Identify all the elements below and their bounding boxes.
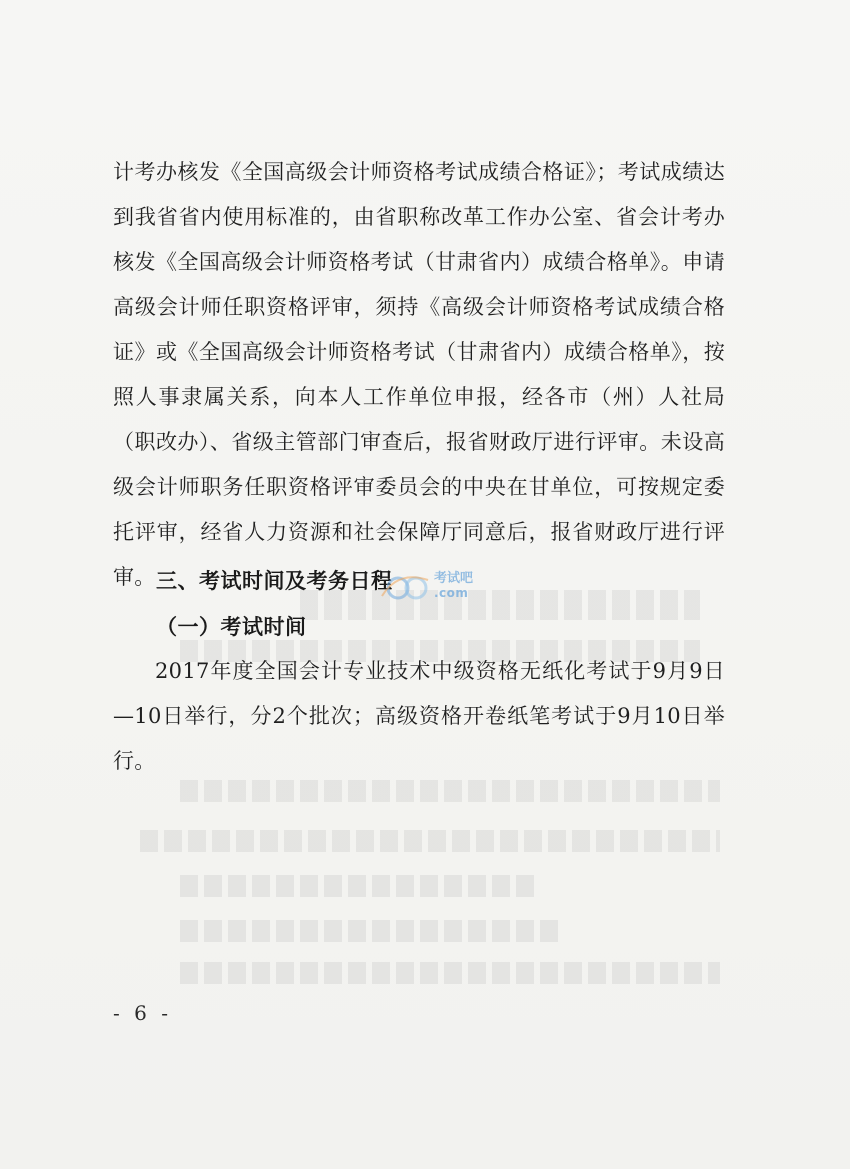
- subsection-heading: （一）考试时间: [156, 614, 307, 639]
- watermark-logo-sub: .com: [434, 586, 469, 600]
- watermark-logo-main: 考试吧: [434, 571, 474, 586]
- watermark-logo-text: [434, 572, 473, 600]
- continued-paragraph: [113, 150, 725, 600]
- exam-time-paragraph: [113, 649, 725, 784]
- paragraph-text: 2017年度全国会计专业技术中级资格无纸化考试于9月9日—10日举行，分2个批次；高级资格开卷纸笔考试于9月10日举行。: [113, 659, 725, 773]
- page-number: - 6 -: [113, 1001, 172, 1025]
- bleed-through-decoration: [180, 875, 540, 897]
- bleed-through-decoration: [180, 962, 720, 984]
- bleed-through-decoration: [140, 830, 720, 852]
- paragraph-text: 计考办核发《全国高级会计师资格考试成绩合格证》；考试成绩达到我省省内使用标准的，由省职称改革工作办公室、省会计考办核发《全国高级会计师资格考试（甘肃省内）成绩合格单》。申请高级会计师任职资格评审，须持《高级会计师资格考试成绩合格证》或《全国高级会计师资格考试（甘肃省内）成绩合格单》，按照人事隶属关系，向本人工作单位申报，经各市（州）人社局（职改办）、省级主管部门审查后，报省财政厅进行评审。未设高级会计师职务任职资格评审委员会的中央在甘单位，可按规定委托评审，经省人力资源和社会保障厅同意后，报省财政厅进行评审。: [113, 160, 725, 589]
- section-heading: 三、考试时间及考务日程: [156, 569, 393, 593]
- bleed-through-decoration: [180, 920, 560, 942]
